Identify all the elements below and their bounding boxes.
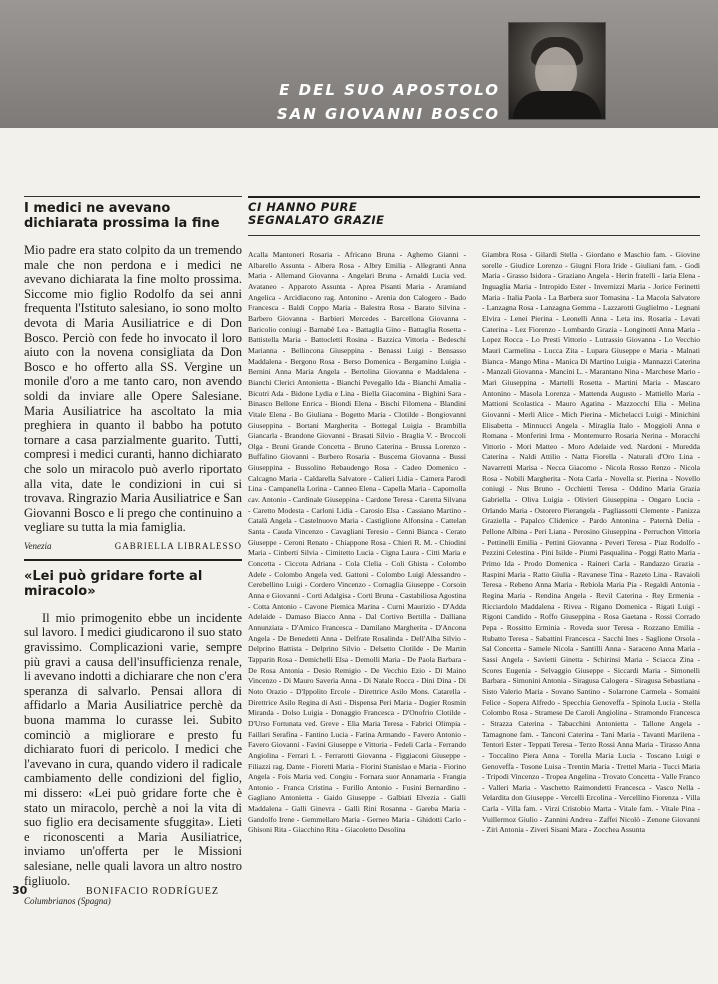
portrait-coat — [513, 91, 601, 119]
header-banner — [0, 0, 718, 128]
right-column — [248, 196, 700, 930]
divider — [248, 235, 700, 236]
article2-body: Il mio primogenito ebbe un incidente sul lavoro. I medici giudicarono il suo stato gravissimo. Complicazioni varie, sempre più gravi a causa dell'insufficienza renale, li avevano indotti a dichiarare che non c'era speranza di salvarlo. Pensai allora di affidarlo a Maria Ausiliatrice perchè da buona mamma lo curasse lei. Subito cominciò a migliorare e presto fu dichiarato fuori di pericolo. I medici che l'avevano in cura, quando videro il radicale cambiamento delle condizioni del figlio, mi dissero: «Lei può gridare forte che è stato un miracolo, perchè a noi la vita di suo figlio era decisamente sfuggita». Lieti e riconoscenti a Maria Ausiliatrice, inviamo un'offerta per le Missioni salesiane, nelle quali lavora un altro nostro figliuolo. — [24, 610, 242, 888]
left-column — [24, 196, 242, 906]
article1-heading: I medici ne avevano dichiarata prossima la fine — [24, 201, 220, 231]
article2-heading: «Lei può gridare forte al miracolo» — [24, 568, 203, 599]
article1-city: Venezia — [24, 540, 52, 551]
divider — [24, 559, 242, 561]
don-bosco-portrait-icon — [508, 22, 606, 120]
names-columns — [248, 250, 700, 930]
article2-signature: BONIFACIO RODRÍGUEZ — [86, 886, 219, 897]
banner-title-line2: SAN GIOVANNI BOSCO — [276, 105, 500, 123]
article1-signature-line — [24, 541, 242, 551]
article1-body: Mio padre era stato colpito da un tremendo male che non perdona e i medici ne avevano dichiarata la fine molto prossima. Siccome mio figlio Rodolfo da sei anni frequenta l'Istituto salesiano, io sono molto devota di Maria Ausiliatrice e di Don Bosco. Perciò con fede ho invocato il loro aiuto con la novena consigliata da Don Bosco e ho offerto alla SS. Vergine un monile d'oro a me tanto caro, non avendo soldi da inviare alle Opere Salesiane. Maria Ausiliatrice ha ascoltato la mia preghiera in quanto il babbo ha potuto tornare a casa parzialmente guarito. Tutti, compresi i medici curanti, hanno dichiarato che solo un miracolo può averlo riportato alla vita, date le condizioni in cui si trovava. Ringrazio Maria Ausiliatrice e San Giovanni Bosco e li prego che continuino a vegliare su tutta la mia famiglia. — [24, 243, 242, 535]
grazie-heading-line2: SEGNALATO GRAZIE — [248, 213, 385, 227]
names-list-col2: Giambra Rosa - Gilardi Stella - Giordano e Maschio fam. - Giovine sorelle - Giudice Lorenzo - Giugni Flora Iride - Giuliani fam. - Godi Maria - Grasso Isidora - Graziano Angela - Herin fratelli - Iaria Elena - Inguaglia Maria - Intropido Ester - Invernizzi Maria - Jorice Ferinetti Maria - Italia Paola - La Barbera suor Tomasina - La Macola Salvatore - Lanzagna Rosa - Lanzagna Gemma - Lazzarotti Guglielmo - Legnani Elvira - Lenei Pierina - Leonelli Anna - Leta ins. Rosaria - Levati Caterina - Lez Fiorenzo - Lombardo Grazia - Longinotti Anna Maria - Lopez Rocca - Lo Presti Vittorio - Lutrassio Giovanna - Lo Vecchio Mauri Carmelina - Lucca Zita - Lupara Giuseppe e Maria - Malnati Bianca - Mango Mina - Manica Di Martino Luigia - Mannazzi Caterina - Manzali Giovanna - Mancini L. - Marantano Nina - Marchese Mario - Mari Giuseppina - Martelli Rosetta - Martini Maria - Mascaro Antonino - Masola Lorenza - Mattenda Augusto - Mattiello Maria - Mattioni Scolastica - Mauro Agatina - Mazzocchi Elia - Melina Giovanni - Merli Alice - Mich Pierina - Michelacci Luigi - Minichini Elisabetta - Minnucci Angela - Miraglia Italo - Moggioli Anna e Romana - Monferini Irma - Montemurro Rosaria Nerina - Moracchi Vittorio - Mori Matteo - Moro Adelaide ved. Nardoni - Muredda Caterina - Naldi Attilio - Natta Fiorella - Naturali d'Oro Lina - Navarretti Marisa - Necca Giacomo - Nicola Rosso Renzo - Nicola Rosa - Nobili Margherita - Nota Carla - Novella sr. Pierina - Novello coniugi - Nus Bruno - Occhietti Teresa - Oddino Maria Grazia Gabriella - Oliva Luigia - Olivieri Giuseppina - Ongaro Lucia - Orlando Maria - Ostorero Pierangela - Pagliassotti Clemente - Panizza Graziella - Papalco Clidenice - Pardo Antonina - Paternà Delia - Pellone Albina - Peri Liana - Perosino Giuseppina - Perruchon Vittoria - Pettinelli Emilia - Pettini Giovanna - Peveri Teresa - Piaz Rodolfo - Pezzini Celestina - Pini Isilde - Piumi Pasqualina - Poggi Ratto Maria - Primo Ida - Prodo Domenica - Raineri Carla - Randazzo Grazia - Raspini Maria - Ratto Giulia - Ravanese Tina - Razeto Lina - Ravaioli Teresa - Rebeno Anna Maria - Rebiola Maria Pia - Regaldi Antonia - Regina Maria - Rendina Angela - Revil Caterina - Rey Ermenia - Ricciardolo Maddalena - Rivea - Rigano Domenica - Rigati Luigi - Rigoni Candido - Roffo Giuseppina - Rosa Gaetana - Rossi Corrado Pepa - Rossitto Erminia - Roveda suor Teresa - Rozzano Emilia - Rubatto Teresa - Sabattini Francesca - Sacchi Ines - Saglione Orsola - Sal Concetta - Samele Nicola - Santilli Anna - Saraceno Anna Maria - Sassi Angela - Savietti Ginetta - Schirinsi Maria - Sciacca Zina - Scores Eugenia - Selvaggio Giuseppe - Siccardi Maria - Simonelli Barbara - Simonini Antonia - Siragusa Calogera - Siragusa Sebastiana - Sisto Valerio Maria - Sovano Santino - Solarrone Carmela - Somaini Felice - Sopera Alfredo - Specchia Genoveffa - Spinola Lucia - Stella Colombo Rosa - Stramese De Caroli Angiolina - Stramondo Francesca - Strazza Caterina - Tabacchini Antonietta - Tallone Angela - Tamagnone fam. - Tanconi Caterina - Tani Maria - Tavanti Marilena - Tentori Ester - Teppati Teresa - Terzo Rossi Anna Maria - Tirasso Anna - Toccalino Piera Anna - Torella Maria Lucia - Toscano Luigi e Genoveffa - Tosone Luisa - Trentin Maria - Trettel Maria - Tucci Maria - Tripodi Vincenzo - Tropea Angelina - Trovato Concetta - Valle Franco - Valleri Maria - Vaschetto Raimondetti Francesca - Vasco Nella - Velardita don Giuseppe - Vercelli Ercolina - Vercellino Fiorenza - Villa Carla - Villa fam. - Virzi Cristobio Marta - Vitale fam. - Vitale Pina - Vuillermoz Giulio - Zannini Andrea - Zaffei Nicolò - Zenone Giovanni - Ziri Antonia - Ziveri Sisani Mara - Zocchea Assunta — [482, 250, 700, 835]
divider — [248, 196, 700, 198]
names-list-col1: Acalla Mantoneri Rosaria - Africano Bruna - Aghemo Gianni - Albarello Assunta - Albera Rosa - Albry Emilia - Allegranti Anna Maria - Allemand Giovanna - Angelari Bruna - Arnaldi Lucia ved. Avataneo - Apparoto Assunta - Aprea Pisanti Maria - Aramiand Angelica - Arcidiacono rag. Antonino - Arenia don Calogero - Bado Francesca - Baldi Coppo Maria - Balestra Rosa - Barato Silvina - Barbero Giovanna - Barbieri Mercedes - Barcellona Giovanna - Baricolio coniugi - Barnabè Lea - Battaglia Gino - Battaglia Rosetta - Battistella Maria - Battocletti Rosina - Bazzica Vittoria - Bedeschi Marianna - Bellincona Giuseppina - Benassi Luigi - Bensasso Maddalena - Bergono Rosa - Berso Domenica - Bergamino Luigia - Bernini Anna Maria Angela - Bertolina Giovanna e Maddalena - Bianchi Clerici Antonietta - Bianchi Pevegallo Ida - Bianchi Amalia - Bicutri Ada - Bidone Lydia e Lina - Biella Giacomina - Bighini Sara - Binasco Bellone Enrica - Biondi Elena - Bischi Filomena - Blandini Vitale Elena - Bo Giuliana - Bogetto Maria - Clotilde - Bongiovanni Giuseppina - Bortani Margherita - Bottegal Luigia - Brambilla Giancarla - Brandone Giovanni - Brasati Silvio - Braglia V. - Broccoli Olga - Bruni Grande Concetta - Bruno Caterina - Brussa Lorenzo - Buffalino Giovanni - Burbero Rosaria - Buscema Giovanna - Bussi Giuseppina - Bussolino Rebaudengo Rosa - Cadeo Domenico - Calcagno Maria - Caldarella Salvatore - Calieri Lidia - Camera Parodi Lina - Campanella Lorina - Canneo Elena - Capella Maria - Capomolla cav. Antonio - Cardinale Giuseppina - Cardone Teresa - Caretta Silvana - Caretto Modesta - Carloni Lidia - Carosio Elsa - Cassiano Martino - Català Angela - Castelnuovo Maria - Castiglione Alfonsina - Cattelan Santa - Cauda Vincenzo - Cavagliani Teresio - Cenni Bianca - Cerato Giuseppe - Ceroni Renato - Chiappone Rosa - Chieri R. M. - Chiodini Maria - Cinberti Silvia - Cimitetto Lucia - Cigna Laura - Citti Maria e Concetta - Ciccota Adriana - Cola Clelia - Coli Ghista - Colombo Adele - Colombo Angela ved. Gattoni - Colombo Luigi Alessandro - Cerebellino Luigi - Cordero Vincenzo - Cornaglia Giuseppe - Corsoin Anna e Giovanni - Corti Adalgisa - Corti Bruna - Castabiliosa Agostina - Cotta Antonio - Cavone Piemica Marina - Curni Maurizio - D'Adda Adelaide - Damaso Biacco Anna - Dal Cortivo Bertilla - Dalliana Annunziata - D'Amico Francesca - Damilano Margherita - D'Ancona Angela - De Benedetti Anna - Delfrate Rosalinda - Dell'Alba Silvio - Delprino Battista - Delprino Silvio - Delsetto Clotilde - De Martin Tapparin Rosa - Demichelli Elsa - Demolli Maria - De Paola Barbara - De Rosa Antonia - Desio Remigio - De Vecchio Ezio - Di Maino Vincenzo - Di Mauro Saveria Anna - Di Natale Rocca - Dini Dina - Di Noto Orazio - D'Ippolito Ercole - Direttrice Asilo Mons. Catarella - Direttrice Asilo Regina di Asti - Dispensa Peri Maria - Dogier Rosmin Miranda - Dolso Luigia - Donaggio Francesca - D'Onofrio Clotilde - D'Urso Fortunata ved. Greve - Elia Maria Teresa - Fabrici Olimpia - Faillari Serafina - Fantino Lucia - Farina Armando - Favero Antonio - Favero Giovanni - Favini Giuseppe e Vittoria - Fedeli Carla - Ferrando Angiolina - Ferrari I. - Ferrarotti Giovanna - Figgiaconi Giuseppe - Filiazzi rag. Dante - Fioretti Maria - Fiorini Stanislao e Maria - Fiorino Angela - Fois Maria ved. Congiu - Fornara suor Annamaria - Frangia Antonio - Franca Cristina - Furillo Antonio - Fusini Bernardino - Gagliano Antonietta - Gaido Giuseppe - Galbiati Elvezia - Galli Maddalena - Galli Ginevra - Galli Rini Rosanna - Gareba Maria - Gandolfo Irene - Gemmellaro Maria - Gerneo Maria - Ghidotti Carlo - Ghisoni Rita - Giacchino Rita - Giacoletto Desolina — [248, 250, 466, 835]
article1-signature: GABRIELLA LIBRALESSO — [114, 540, 242, 551]
grazie-heading — [248, 201, 700, 227]
page-number: 30 — [12, 884, 28, 897]
divider — [24, 196, 242, 197]
banner-title-line1: E DEL SUO APOSTOLO — [279, 81, 500, 99]
article2-city: Columbrianos (Spagna) — [24, 896, 111, 907]
banner-title — [277, 78, 500, 126]
grazie-heading-line1: CI HANNO PURE — [248, 200, 358, 214]
